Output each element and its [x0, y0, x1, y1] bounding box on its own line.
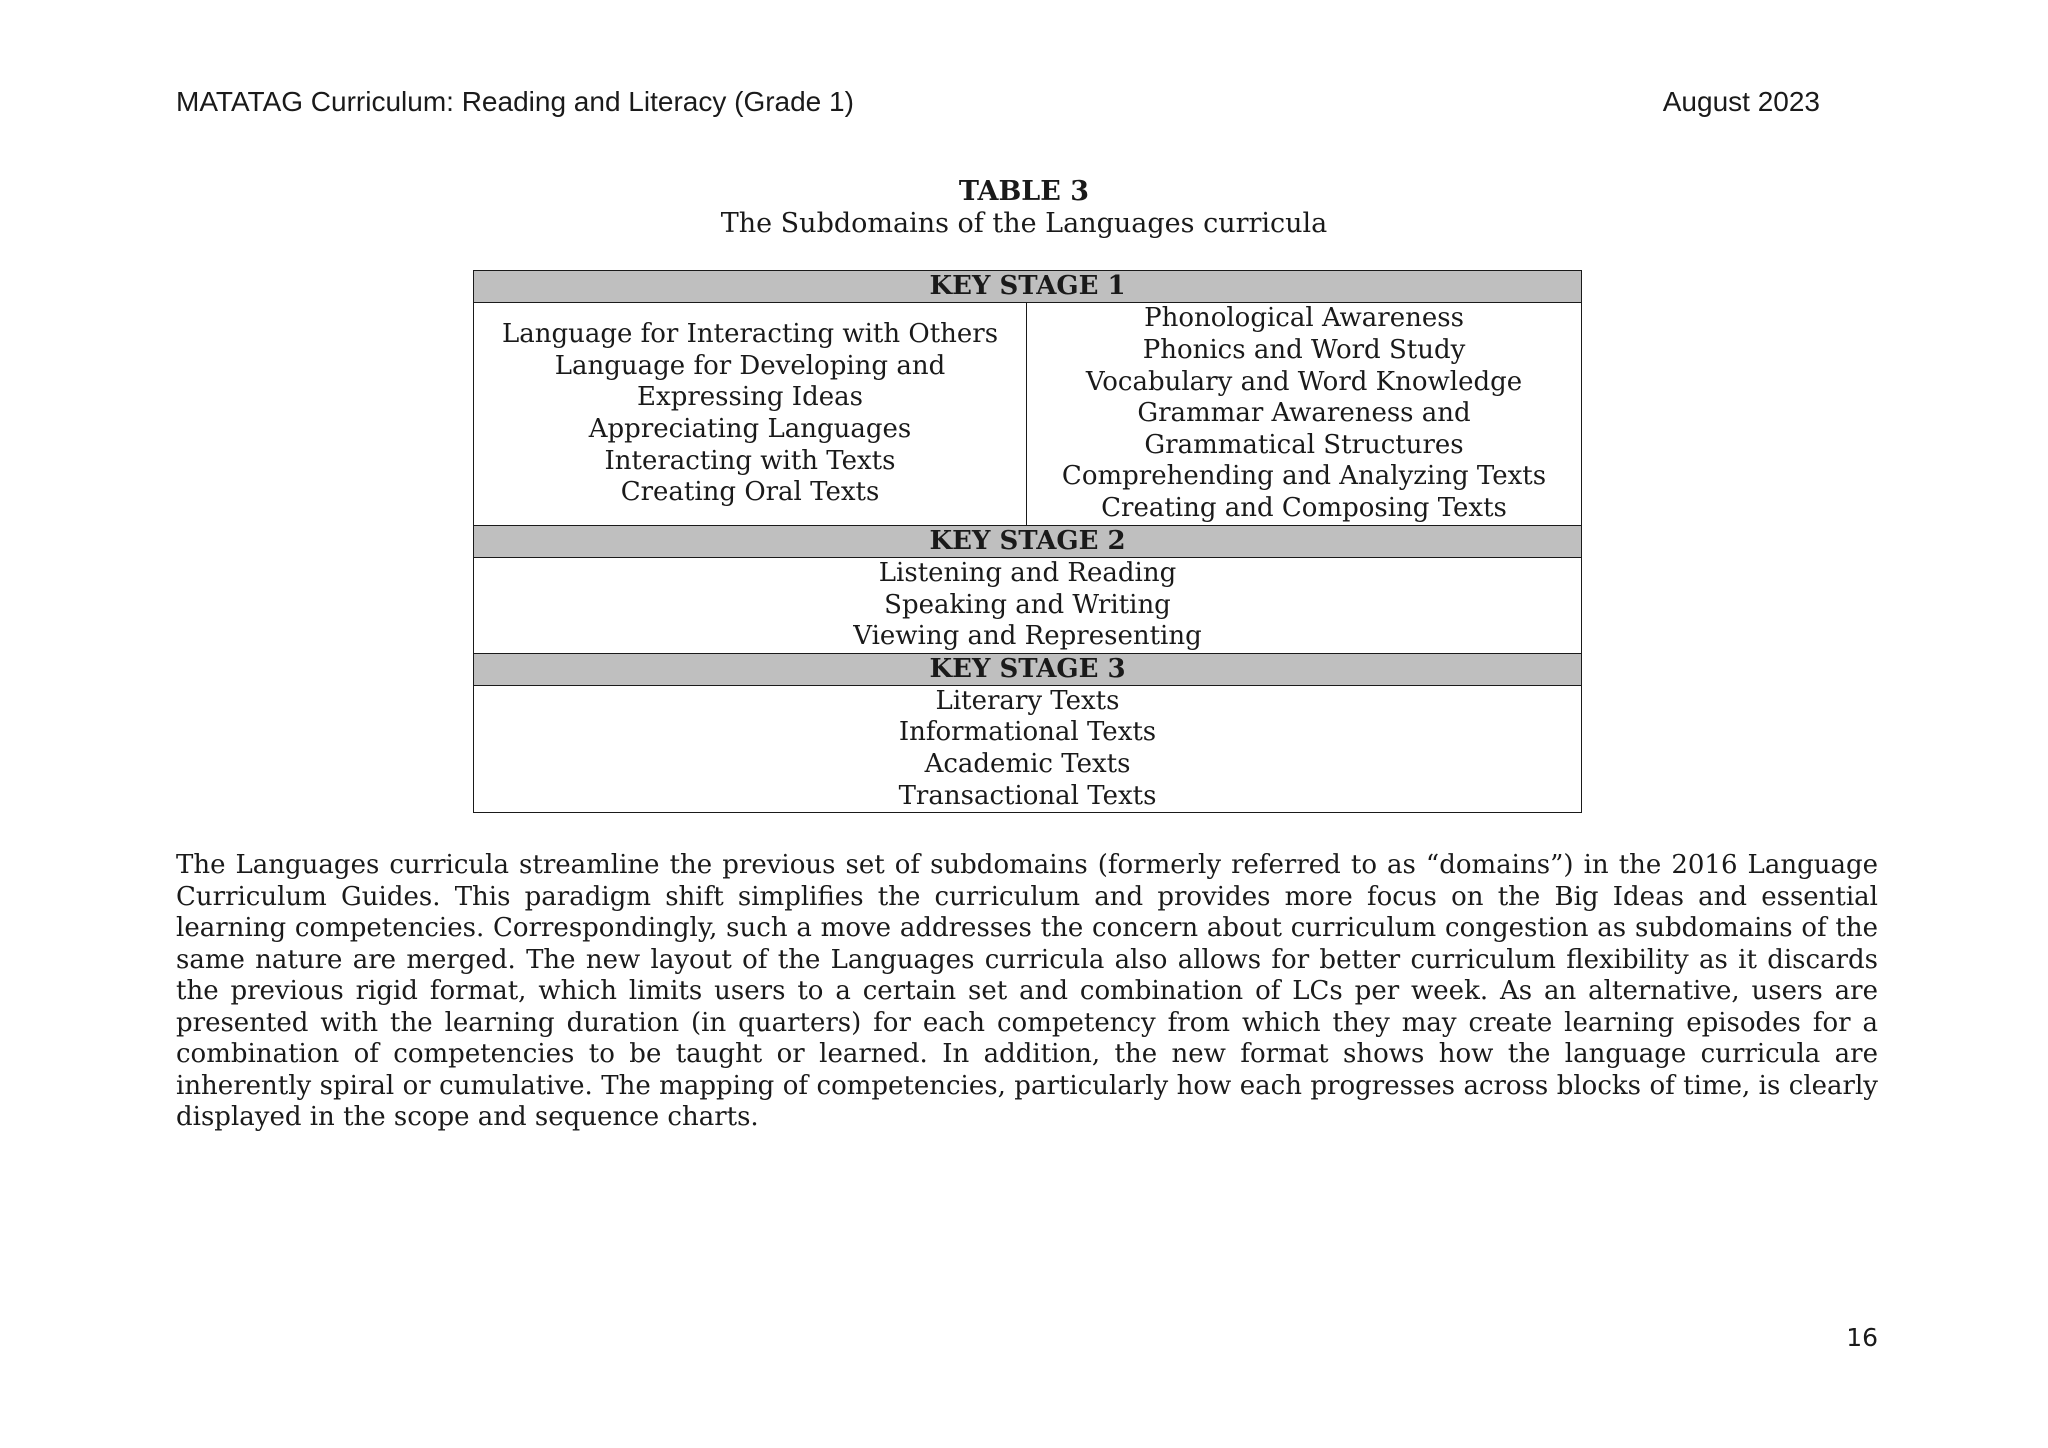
subdomain-item: Literary Texts [935, 685, 1120, 716]
key-stage-1-left-cell [474, 303, 1027, 526]
key-stage-3-cell [474, 685, 1582, 812]
subdomain-item: Speaking and Writing [884, 589, 1171, 620]
subdomain-item: Transactional Texts [898, 780, 1157, 811]
subdomain-item: Grammatical Structures [1144, 429, 1464, 460]
body-paragraph: The Languages curricula streamline the previous set of subdomains (formerly referred to as “domains”) in the 2016 Language Curriculum Guides. This paradigm shift simplifies the curriculum and provides more focus on the Big Ideas and essential learning competencies. Correspondingly, such a move addresses the concern about curriculum congestion as subdomains of the same nature are merged. The new layout of the Languages curricula also allows for better curriculum flexibility as it discards the previous rigid format, which limits users to a certain set and combination of LCs per week. As an alternative, users are presented with the learning duration (in quarters) for each competency from which they may create learning episodes for a combination of competencies to be taught or learned. In addition, the new format shows how the language curricula are inherently spiral or cumulative. The mapping of competencies, particularly how each progresses across blocks of time, is clearly displayed in the scope and sequence charts. [176, 850, 1878, 1132]
key-stage-2-header-row [474, 526, 1582, 558]
subdomain-item: Phonological Awareness [1144, 303, 1464, 334]
key-stage-3-content-row [474, 685, 1582, 812]
document-date-header: August 2023 [1662, 86, 1820, 117]
key-stage-3-header-row [474, 653, 1582, 685]
subdomain-item: Language for Interacting with Others [501, 319, 999, 350]
subdomain-item: Expressing Ideas [637, 382, 863, 413]
key-stage-2-heading: KEY STAGE 2 [474, 526, 1582, 558]
subdomain-item: Viewing and Representing [853, 621, 1202, 652]
key-stage-1-content-row [474, 303, 1582, 526]
subdomain-item: Creating and Composing Texts [1101, 492, 1507, 523]
subdomain-item: Interacting with Texts [604, 445, 896, 476]
key-stage-1-header-row [474, 271, 1582, 303]
subdomain-item: Informational Texts [898, 717, 1157, 748]
subdomain-item: Appreciating Languages [588, 414, 912, 444]
table-title: The Subdomains of the Languages curricula [720, 208, 1328, 239]
subdomains-table [473, 270, 1582, 813]
key-stage-3-heading: KEY STAGE 3 [474, 653, 1582, 685]
key-stage-2-cell [474, 558, 1582, 654]
document-title-header: MATATAG Curriculum: Reading and Literacy (Grade 1) [176, 86, 854, 117]
key-stage-1-heading: KEY STAGE 1 [474, 271, 1582, 303]
key-stage-2-content-row [474, 558, 1582, 654]
subdomain-item: Phonics and Word Study [1142, 335, 1466, 366]
subdomain-item: Listening and Reading [878, 558, 1177, 588]
subdomain-item: Vocabulary and Word Knowledge [1085, 366, 1523, 397]
key-stage-1-right-cell [1027, 303, 1582, 526]
page-number: 16 [1846, 1323, 1878, 1352]
subdomain-item: Grammar Awareness and [1137, 398, 1471, 429]
subdomain-item: Academic Texts [924, 748, 1131, 779]
subdomain-item: Creating Oral Texts [620, 477, 880, 508]
table-label: TABLE 3 [958, 176, 1090, 207]
subdomain-item: Language for Developing and [554, 350, 946, 381]
subdomain-item: Comprehending and Analyzing Texts [1061, 461, 1547, 492]
